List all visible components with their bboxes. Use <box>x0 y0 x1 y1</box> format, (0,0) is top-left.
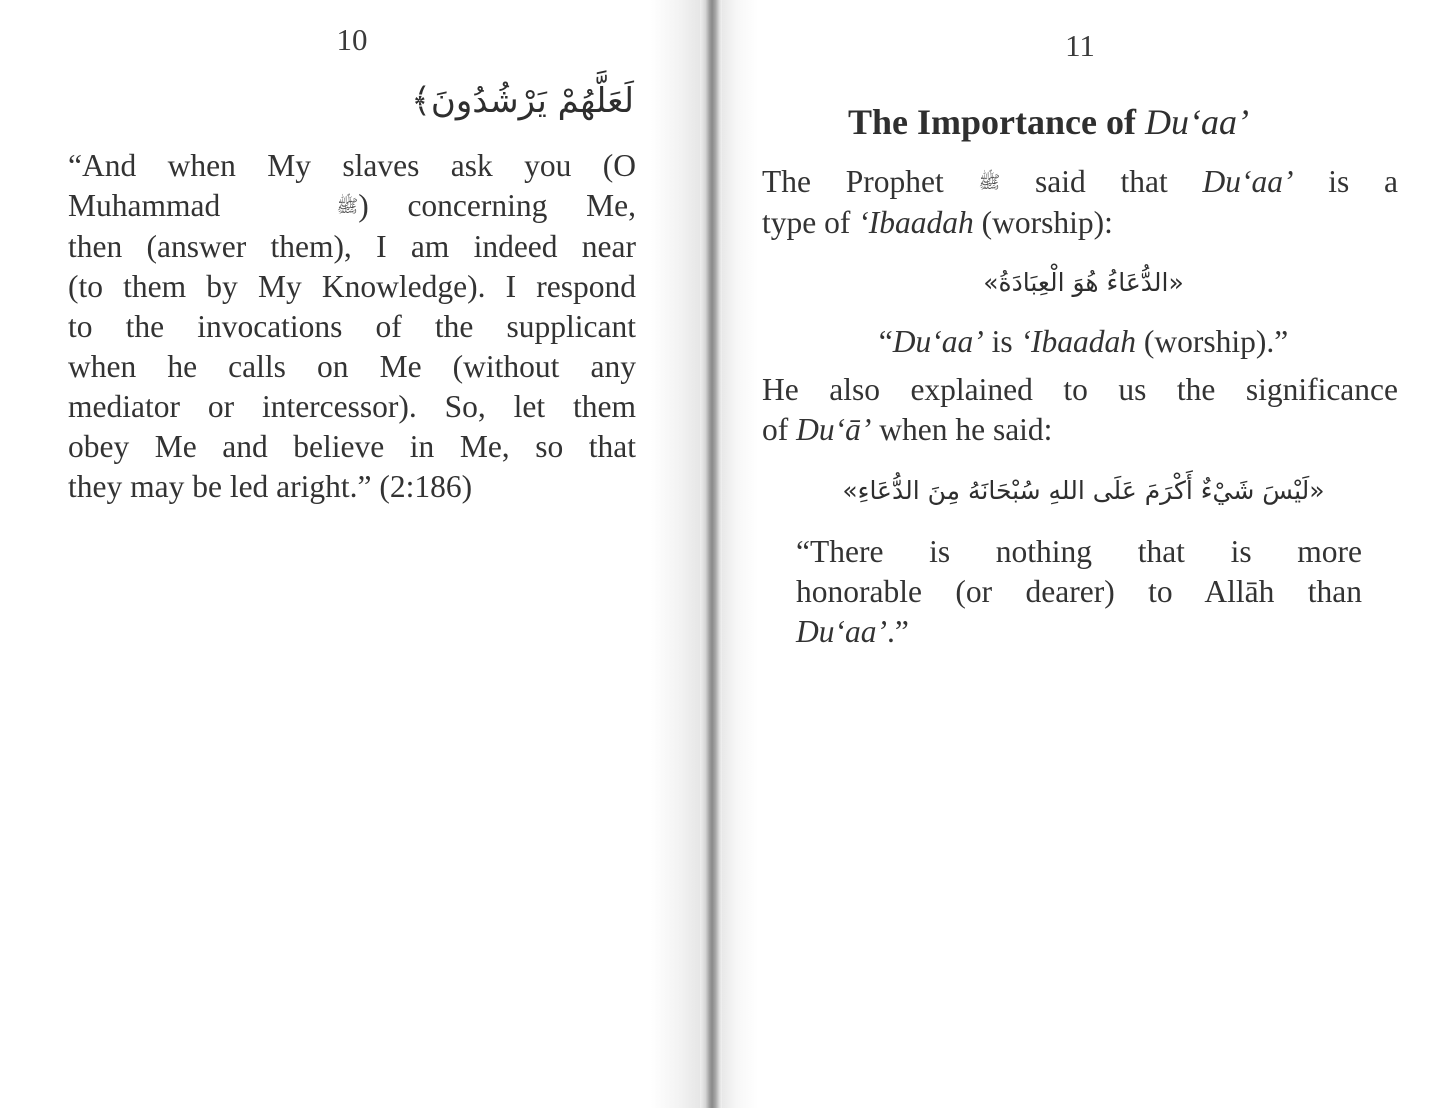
arabic-hadith-1: «الدُّعَاءُ هُوَ الْعِبَادَةُ» <box>983 268 1184 297</box>
text-line: “There is nothing that is more <box>796 534 1362 569</box>
right-page <box>722 0 1445 1108</box>
hadith-1-translation <box>722 324 1445 360</box>
text-line: they may be led aright.” (2:186) <box>68 469 473 504</box>
text-line: to the invocations of the supplicant <box>68 309 636 344</box>
explanation-paragraph <box>762 370 1398 450</box>
arabic-hadith-2: «لَيْسَ شَيْءٌ أَكْرَمَ عَلَى اللهِ سُبْحَانَهُ مِنَ الدُّعَاءِ» <box>842 476 1325 505</box>
text-line: obey Me and believe in Me, so that <box>68 429 636 464</box>
text-line: (to them by My Knowledge). I respond <box>68 269 636 304</box>
text-fragment: “ <box>878 324 893 359</box>
arabic-verse-ending: لَعَلَّهُمْ يَرْشُدُونَ﴾ <box>411 81 634 121</box>
intro-paragraph <box>762 162 1398 243</box>
text-fragment: is a <box>1328 164 1399 199</box>
text-fragment: type of <box>762 205 851 240</box>
text-line <box>796 612 1362 652</box>
italic-term: Du‘aa’ <box>796 614 887 649</box>
italic-term: Du‘ā’ <box>796 412 872 447</box>
hadith-2-translation <box>796 532 1362 652</box>
text-fragment: Muhammad <box>68 188 221 223</box>
text-line: then (answer them), I am indeed near <box>68 229 636 264</box>
italic-term: Du‘aa’ <box>892 324 984 359</box>
italic-term: ‘Ibaadah <box>1020 324 1136 359</box>
heading-text: The Importance of <box>848 102 1145 142</box>
text-line: honorable (or dearer) to Allāh than <box>796 574 1362 609</box>
page-number-left: 10 <box>336 22 368 57</box>
text-line: “And when My slaves ask you (O <box>68 148 636 183</box>
quran-translation-paragraph <box>68 146 636 507</box>
text-fragment: when he said: <box>879 412 1053 447</box>
section-heading <box>848 101 1249 143</box>
text-line <box>762 203 1398 243</box>
text-line <box>68 186 636 227</box>
text-line <box>762 162 1398 203</box>
salutation-icon: ﷺ <box>978 172 1001 193</box>
page-number-right: 11 <box>1065 28 1095 63</box>
salutation-icon: ﷺ <box>336 196 359 217</box>
italic-term: ‘Ibaadah <box>858 205 974 240</box>
text-fragment: said that <box>1035 164 1168 199</box>
text-line: when he calls on Me (without any <box>68 349 636 384</box>
text-line: He also explained to us the significance <box>762 372 1398 407</box>
text-fragment: ) concerning Me, <box>358 188 636 223</box>
text-fragment: The Prophet <box>762 164 944 199</box>
text-fragment: (worship).” <box>1136 324 1289 359</box>
text-fragment: of <box>762 412 789 447</box>
heading-italic-text: Du‘aa’ <box>1144 102 1249 142</box>
text-fragment: is <box>983 324 1021 359</box>
text-fragment: .” <box>886 614 909 649</box>
left-page <box>0 0 700 1108</box>
text-line <box>762 410 1398 450</box>
italic-term: Du‘aa’ <box>1202 164 1294 199</box>
text-fragment: (worship): <box>981 205 1113 240</box>
text-line: mediator or intercessor). So, let them <box>68 389 636 424</box>
book-spine-gutter <box>700 0 722 1108</box>
